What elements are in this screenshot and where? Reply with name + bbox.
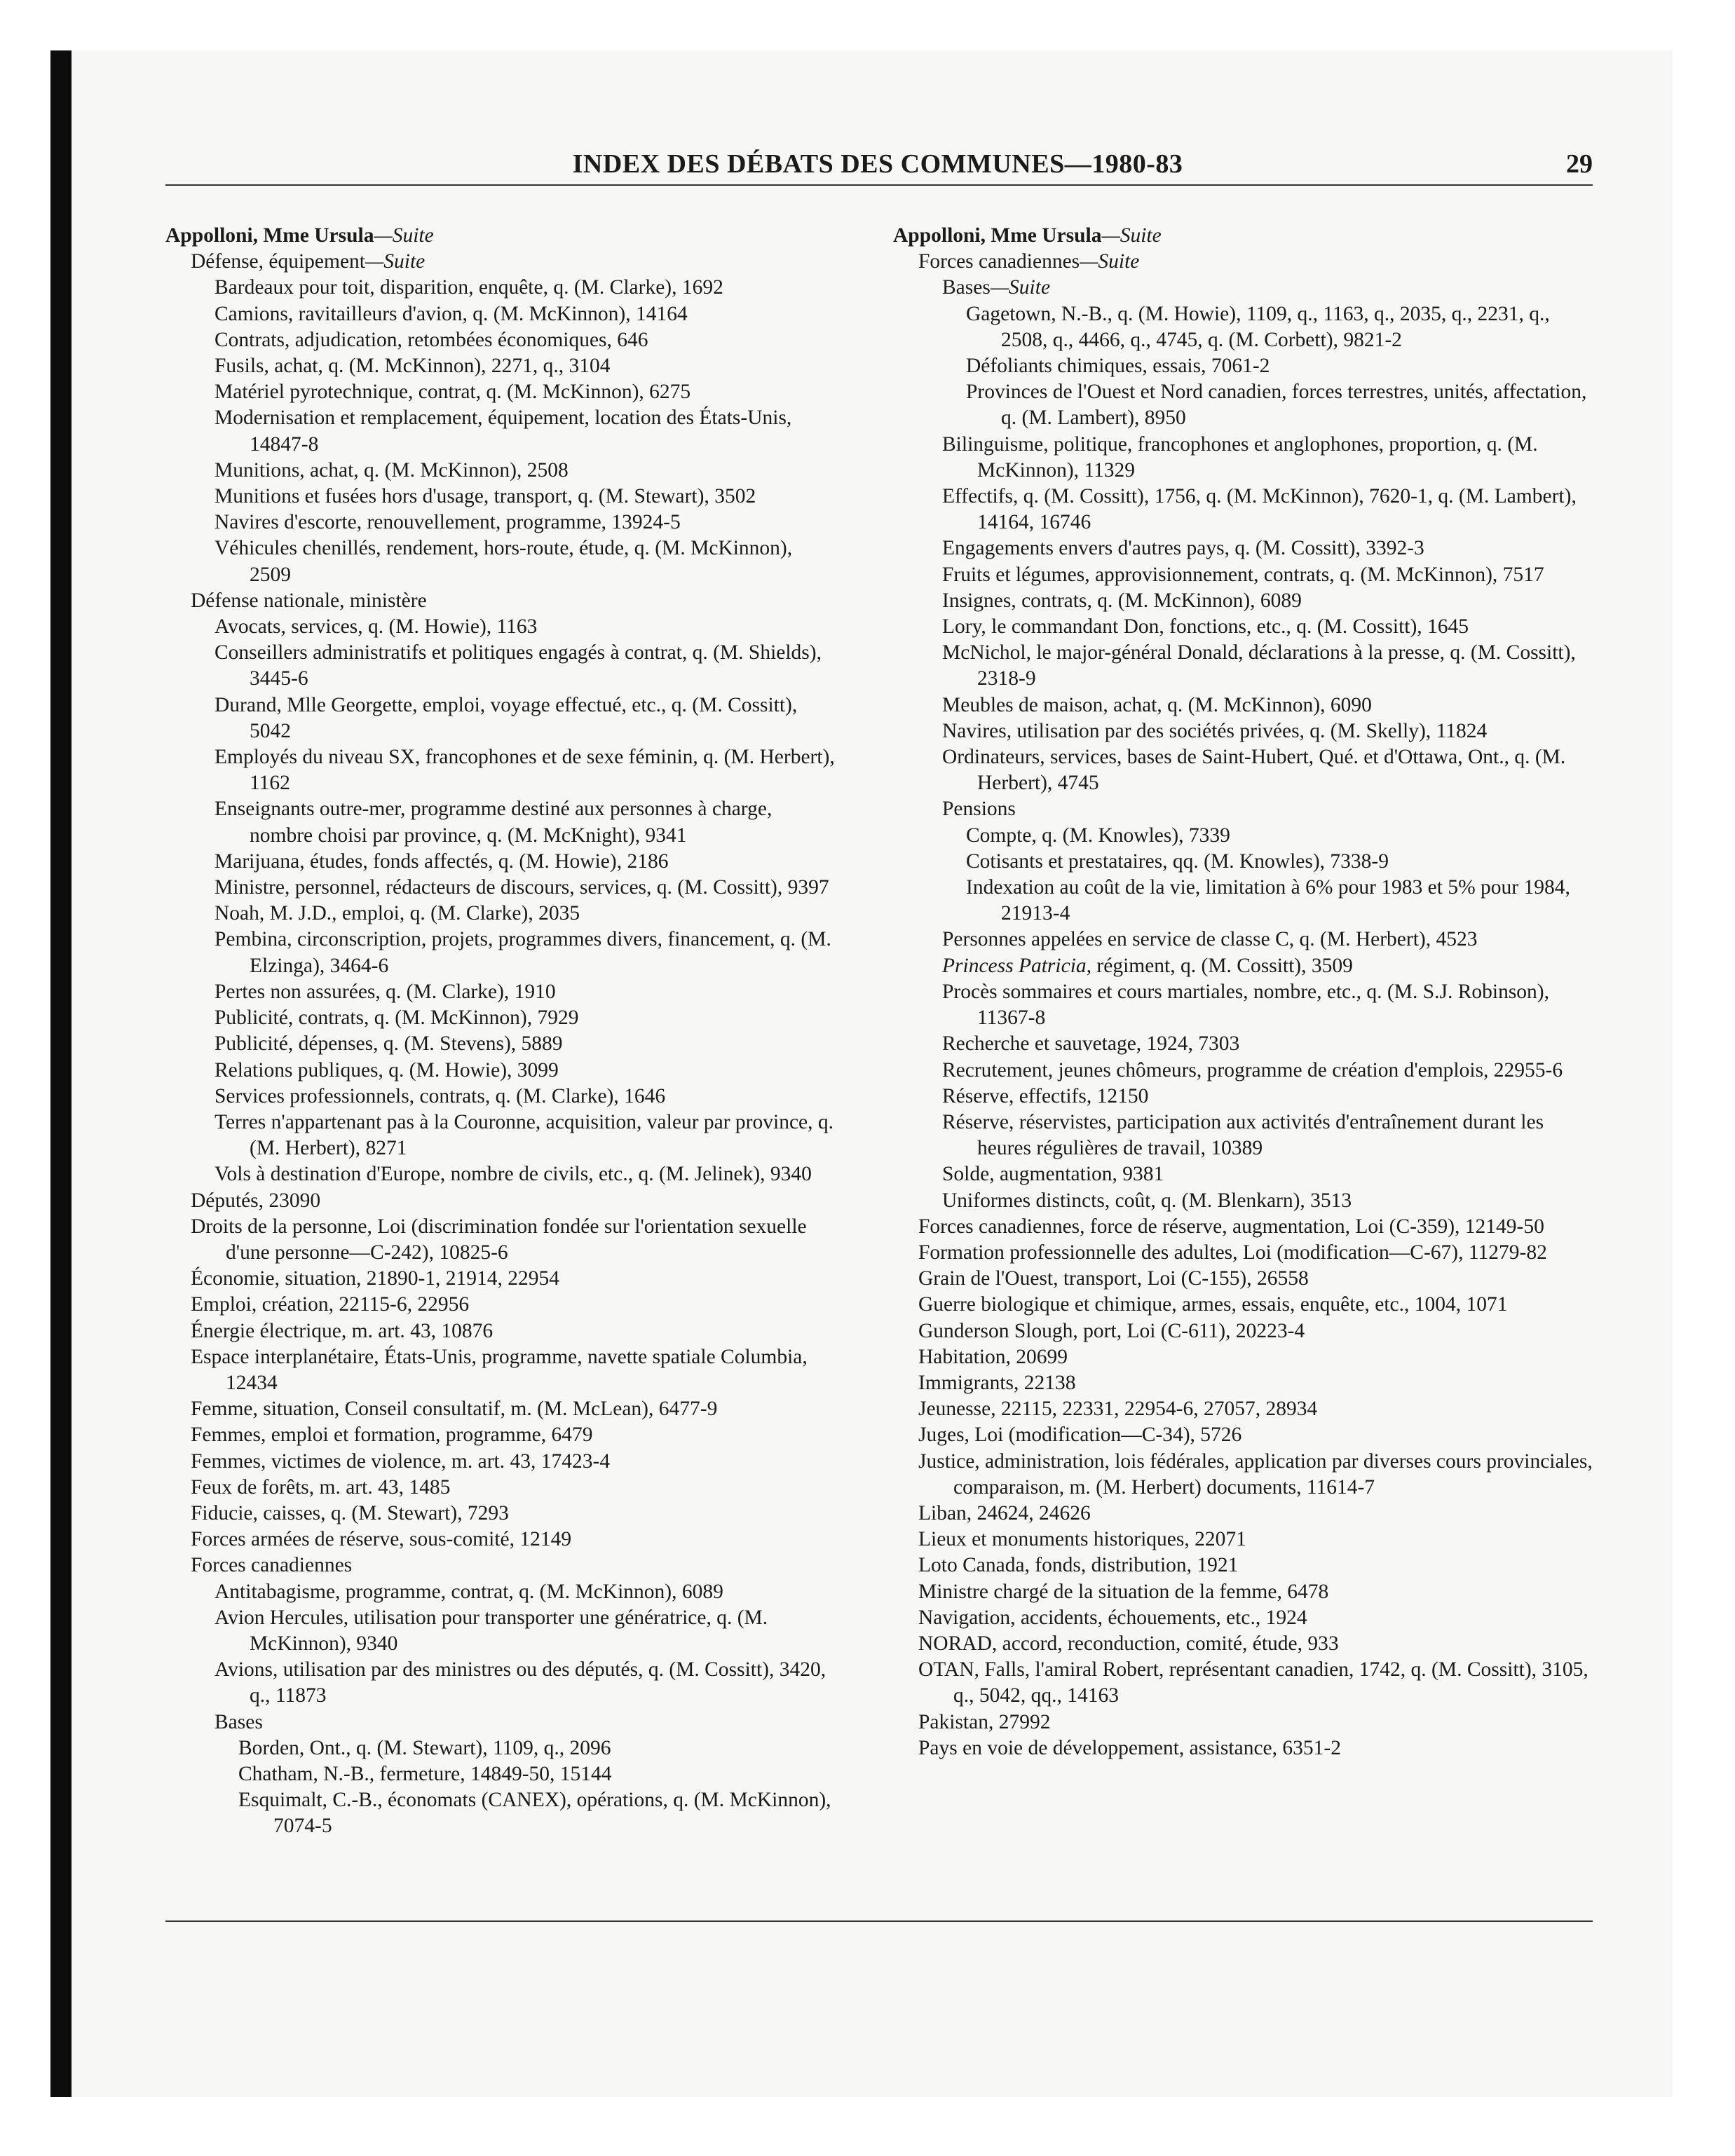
entry-text: Conseillers administratifs et politiques engagés à contrat, q. (M. Shields), 3445-6	[215, 641, 822, 690]
entry-text: Emploi, création, 22115-6, 22956	[191, 1293, 470, 1316]
entry-text: Compte, q. (M. Knowles), 7339	[966, 824, 1230, 847]
entry-text: Forces armées de réserve, sous-comité, 12149	[191, 1528, 572, 1551]
index-entry	[942, 588, 1594, 614]
index-entry	[918, 1344, 1594, 1370]
entry-text: Durand, Mlle Georgette, emploi, voyage effectué, etc., q. (M. Cossitt), 5042	[215, 693, 798, 742]
index-entry	[942, 744, 1594, 796]
entry-text: Défense nationale, ministère	[191, 589, 427, 612]
index-entry	[918, 1710, 1594, 1735]
index-entry	[942, 614, 1594, 640]
entry-text: Fruits et légumes, approvisionnement, contrats, q. (M. McKinnon), 7517	[942, 563, 1544, 586]
index-entry	[942, 432, 1594, 484]
index-entry	[966, 849, 1594, 875]
entry-text: Ordinateurs, services, bases de Saint-Hubert, Qué. et d'Ottawa, Ont., q. (M. Herbert), 4745	[942, 746, 1566, 795]
index-entry	[918, 1579, 1594, 1605]
index-entry	[215, 301, 838, 327]
entry-text: Justice, administration, lois fédérales, application par diverses cours provinciales, comparaison, m. (M. Herbert) documents, 11614-7	[918, 1449, 1593, 1499]
entry-text: Juges, Loi (modification—C-34), 5726	[918, 1424, 1242, 1447]
entry-text: Enseignants outre-mer, programme destiné aux personnes à charge, nombre choisi par province, q. (M. McKnight), 9341	[215, 798, 773, 847]
entry-text: Lory, le commandant Don, fonctions, etc., q. (M. Cossitt), 1645	[942, 615, 1469, 639]
index-entry	[942, 979, 1594, 1031]
entry-text: Navires d'escorte, renouvellement, programme, 13924-5	[215, 511, 681, 534]
index-entry	[191, 1318, 838, 1344]
entry-text: Loto Canada, fonds, distribution, 1921	[918, 1554, 1239, 1577]
entry-text: Économie, situation, 21890-1, 21914, 22954	[191, 1267, 560, 1290]
index-entry	[215, 849, 838, 875]
index-entry	[942, 1110, 1594, 1161]
index-entry	[966, 301, 1594, 353]
entry-continued-label: —Suite	[374, 224, 434, 247]
index-entry	[165, 223, 838, 249]
index-entry	[191, 1501, 838, 1527]
entry-text: Vols à destination d'Europe, nombre de civils, etc., q. (M. Jelinek), 9340	[215, 1163, 812, 1186]
index-entry	[918, 1292, 1594, 1318]
index-entry	[918, 1240, 1594, 1266]
index-entry	[918, 1449, 1594, 1501]
entry-text: Publicité, dépenses, q. (M. Stevens), 5889	[215, 1032, 563, 1056]
index-entry	[215, 614, 838, 640]
entry-text: Cotisants et prestataires, qq. (M. Knowles), 7338-9	[966, 850, 1389, 873]
entry-text: Navigation, accidents, échouements, etc., 1924	[918, 1606, 1307, 1629]
index-entry	[942, 1161, 1594, 1187]
index-entry	[918, 1422, 1594, 1448]
entry-text: Fiducie, caisses, q. (M. Stewart), 7293	[191, 1501, 509, 1524]
index-entry	[942, 927, 1594, 953]
index-entry	[215, 1605, 838, 1657]
index-entry	[215, 484, 838, 510]
index-entry	[238, 1761, 838, 1787]
index-entry	[191, 1449, 838, 1475]
index-entry	[191, 1188, 838, 1214]
entry-text: Énergie électrique, m. art. 43, 10876	[191, 1319, 494, 1342]
footer-rule	[165, 1920, 1593, 1922]
entry-text: Avions, utilisation par des ministres ou des députés, q. (M. Cossitt), 3420, q., 11873	[215, 1658, 826, 1707]
entry-text: Gagetown, N.-B., q. (M. Howie), 1109, q., 1163, q., 2035, q., 2231, q., 2508, q., 4466, q., 4745, q. (M. Corbett), 9821-2	[966, 302, 1550, 351]
entry-text: Forces canadiennes	[191, 1554, 353, 1577]
index-entry	[238, 1787, 838, 1839]
entry-text: Défoliants chimiques, essais, 7061-2	[966, 355, 1270, 378]
index-entry	[215, 535, 838, 587]
index-entry	[966, 353, 1594, 379]
entry-text: Bardeaux pour toit, disparition, enquête, q. (M. Clarke), 1692	[215, 276, 723, 299]
index-entry	[238, 1735, 838, 1761]
entry-text: Avion Hercules, utilisation pour transporter une génératrice, q. (M. McKinnon), 9340	[215, 1606, 768, 1655]
entry-text: Appolloni, Mme Ursula	[165, 224, 374, 247]
index-entry	[942, 1084, 1594, 1110]
index-entry	[215, 1161, 838, 1187]
scan-edge-shadow	[50, 50, 72, 2097]
index-entry	[191, 249, 838, 275]
index-entry	[191, 1422, 838, 1448]
entry-text: Réserve, réservistes, participation aux activités d'entraînement durant les heures régulières de travail, 10389	[942, 1110, 1544, 1160]
entry-continued-label: —Suite	[365, 250, 426, 273]
index-entry	[215, 1579, 838, 1605]
entry-text: Relations publiques, q. (M. Howie), 3099	[215, 1058, 559, 1082]
entry-text: Véhicules chenillés, rendement, hors-route, étude, q. (M. McKinnon), 2509	[215, 537, 793, 586]
index-entry	[191, 1214, 838, 1266]
entry-text: Députés, 23090	[191, 1189, 321, 1212]
index-column-left	[165, 223, 838, 1840]
index-entry	[918, 1266, 1594, 1292]
entry-text: Forces canadiennes, force de réserve, augmentation, Loi (C-359), 12149-50	[918, 1215, 1544, 1238]
entry-text: Modernisation et remplacement, équipement, location des États-Unis, 14847-8	[215, 407, 792, 456]
index-entry	[918, 1214, 1594, 1240]
entry-text: Procès sommaires et cours martiales, nombre, etc., q. (M. S.J. Robinson), 11367-8	[942, 980, 1550, 1030]
index-entry	[215, 692, 838, 744]
index-entry	[215, 1058, 838, 1084]
entry-text: Appolloni, Mme Ursula	[893, 224, 1102, 247]
index-entry	[918, 1527, 1594, 1553]
entry-text: Contrats, adjudication, retombées économiques, 646	[215, 328, 648, 351]
entry-continued-label: —Suite	[1101, 224, 1162, 247]
index-entry	[918, 1553, 1594, 1578]
entry-text: McNichol, le major-général Donald, déclarations à la presse, q. (M. Cossitt), 2318-9	[942, 641, 1576, 690]
entry-text: Guerre biologique et chimique, armes, essais, enquête, etc., 1004, 1071	[918, 1293, 1508, 1316]
entry-text: Ministre chargé de la situation de la femme, 6478	[918, 1580, 1329, 1603]
entry-text: Pembina, circonscription, projets, programmes divers, financement, q. (M. Elzinga), 3464-6	[215, 928, 831, 977]
entry-text: Engagements envers d'autres pays, q. (M. Cossitt), 3392-3	[942, 537, 1424, 560]
entry-text: régiment, q. (M. Cossitt), 3509	[1091, 954, 1353, 977]
entry-text: Terres n'appartenant pas à la Couronne, acquisition, valeur par province, q. (M. Herbert), 8271	[215, 1110, 834, 1160]
index-entry	[893, 223, 1594, 249]
entry-text: Employés du niveau SX, francophones et de sexe féminin, q. (M. Herbert), 1162	[215, 746, 835, 795]
entry-italic-term: Princess Patricia,	[942, 954, 1092, 977]
entry-text: Publicité, contrats, q. (M. McKinnon), 7929	[215, 1007, 579, 1030]
index-entry	[215, 379, 838, 405]
entry-text: Antitabagisme, programme, contrat, q. (M. McKinnon), 6089	[215, 1580, 723, 1603]
index-entry	[191, 1344, 838, 1396]
index-entry	[215, 327, 838, 353]
index-entry	[942, 484, 1594, 535]
entry-text: Services professionnels, contrats, q. (M. Clarke), 1646	[215, 1084, 666, 1107]
index-entry	[942, 535, 1594, 561]
entry-text: Lieux et monuments historiques, 22071	[918, 1528, 1246, 1551]
index-entry	[918, 1657, 1594, 1709]
index-entry	[215, 796, 838, 848]
entry-text: OTAN, Falls, l'amiral Robert, représentant canadien, 1742, q. (M. Cossitt), 3105, q., 5042, qq., 14163	[918, 1658, 1588, 1707]
index-entry	[918, 1396, 1594, 1422]
entry-text: Personnes appelées en service de classe C, q. (M. Herbert), 4523	[942, 928, 1478, 951]
index-entry	[942, 275, 1594, 301]
index-entry	[966, 379, 1594, 431]
entry-text: Matériel pyrotechnique, contrat, q. (M. McKinnon), 6275	[215, 381, 691, 404]
index-entry	[215, 1031, 838, 1057]
index-entry	[191, 588, 838, 614]
entry-text: Formation professionnelle des adultes, Loi (modification—C-67), 11279-82	[918, 1241, 1547, 1264]
entry-text: Camions, ravitailleurs d'avion, q. (M. McKinnon), 14164	[215, 302, 688, 325]
entry-text: Habitation, 20699	[918, 1345, 1068, 1368]
entry-text: Bases	[942, 276, 991, 299]
index-entry	[918, 1501, 1594, 1527]
index-entry	[942, 1058, 1594, 1084]
entry-continued-label: —Suite	[990, 276, 1051, 299]
index-entry	[215, 405, 838, 457]
entry-text: Pakistan, 27992	[918, 1710, 1051, 1733]
index-entry	[215, 510, 838, 535]
entry-text: Borden, Ont., q. (M. Stewart), 1109, q., 2096	[238, 1736, 611, 1759]
index-entry	[942, 640, 1594, 692]
index-entry	[191, 1292, 838, 1318]
running-title: INDEX DES DÉBATS DES COMMUNES—1980-83	[572, 149, 1183, 179]
entry-text: Munitions, achat, q. (M. McKinnon), 2508	[215, 458, 569, 482]
index-entry	[191, 1527, 838, 1553]
index-entry	[942, 796, 1594, 822]
index-entry	[215, 901, 838, 927]
index-entry	[942, 953, 1594, 979]
entry-text: Provinces de l'Ouest et Nord canadien, forces terrestres, unités, affectation, q. (M. Lambert), 8950	[966, 381, 1587, 430]
index-entry	[215, 640, 838, 692]
entry-text: Femme, situation, Conseil consultatif, m. (M. McLean), 6477-9	[191, 1398, 718, 1421]
entry-text: Feux de forêts, m. art. 43, 1485	[191, 1475, 451, 1499]
entry-text: Immigrants, 22138	[918, 1371, 1076, 1394]
entry-text: Jeunesse, 22115, 22331, 22954-6, 27057, 28934	[918, 1398, 1318, 1421]
index-entry	[215, 875, 838, 901]
entry-text: Pertes non assurées, q. (M. Clarke), 1910	[215, 980, 556, 1003]
index-entry	[918, 1370, 1594, 1396]
page-number: 29	[1566, 149, 1593, 179]
index-entry	[215, 353, 838, 379]
index-entry	[215, 1084, 838, 1110]
entry-text: Recrutement, jeunes chômeurs, programme de création d'emplois, 22955-6	[942, 1058, 1563, 1082]
index-entry	[215, 458, 838, 484]
index-column-right	[893, 223, 1594, 1761]
entry-text: Indexation au coût de la vie, limitation à 6% pour 1983 et 5% pour 1984, 21913-4	[966, 876, 1570, 925]
entry-text: Effectifs, q. (M. Cossitt), 1756, q. (M. McKinnon), 7620-1, q. (M. Lambert), 14164, 16746	[942, 485, 1577, 534]
index-entry	[215, 1657, 838, 1709]
entry-text: Forces canadiennes	[918, 250, 1080, 273]
index-entry	[942, 718, 1594, 744]
index-entry	[918, 1631, 1594, 1657]
entry-text: Défense, équipement	[191, 250, 366, 273]
entry-text: Solde, augmentation, 9381	[942, 1163, 1164, 1186]
index-entry	[942, 692, 1594, 718]
header-rule	[165, 184, 1593, 186]
index-entry	[215, 744, 838, 796]
index-entry	[191, 1475, 838, 1501]
entry-text: Noah, M. J.D., emploi, q. (M. Clarke), 2035	[215, 902, 580, 925]
index-entry	[191, 1553, 838, 1578]
index-entry	[918, 1735, 1594, 1761]
index-entry	[191, 1396, 838, 1422]
entry-text: NORAD, accord, reconduction, comité, étude, 933	[918, 1632, 1339, 1655]
index-entry	[966, 875, 1594, 927]
entry-text: Liban, 24624, 24626	[918, 1501, 1091, 1524]
entry-text: Fusils, achat, q. (M. McKinnon), 2271, q., 3104	[215, 355, 611, 378]
entry-text: Ministre, personnel, rédacteurs de discours, services, q. (M. Cossitt), 9397	[215, 876, 829, 899]
index-entry	[215, 927, 838, 978]
entry-text: Marijuana, études, fonds affectés, q. (M. Howie), 2186	[215, 850, 669, 873]
index-entry	[918, 1318, 1594, 1344]
entry-text: Femmes, emploi et formation, programme, 6479	[191, 1424, 593, 1447]
entry-text: Navires, utilisation par des sociétés privées, q. (M. Skelly), 11824	[942, 719, 1488, 742]
index-entry	[966, 823, 1594, 849]
entry-text: Recherche et sauvetage, 1924, 7303	[942, 1032, 1240, 1056]
index-entry	[215, 979, 838, 1005]
index-entry	[215, 1110, 838, 1161]
index-entry	[918, 249, 1594, 275]
entry-continued-label: —Suite	[1080, 250, 1140, 273]
entry-text: Meubles de maison, achat, q. (M. McKinnon), 6090	[942, 693, 1372, 716]
entry-text: Bilinguisme, politique, francophones et anglophones, proportion, q. (M. McKinnon), 11329	[942, 432, 1538, 482]
entry-text: Chatham, N.-B., fermeture, 14849-50, 15144	[238, 1762, 612, 1785]
entry-text: Femmes, victimes de violence, m. art. 43, 17423-4	[191, 1449, 611, 1473]
entry-text: Pays en voie de développement, assistance, 6351-2	[918, 1736, 1341, 1759]
index-entry	[215, 1710, 838, 1735]
entry-text: Uniformes distincts, coût, q. (M. Blenkarn), 3513	[942, 1189, 1352, 1212]
entry-text: Droits de la personne, Loi (discrimination fondée sur l'orientation sexuelle d'une personne—C-242), 10825-6	[191, 1215, 807, 1264]
entry-text: Esquimalt, C.-B., économats (CANEX), opérations, q. (M. McKinnon), 7074-5	[238, 1789, 831, 1838]
index-entry	[918, 1605, 1594, 1631]
entry-text: Pensions	[942, 798, 1016, 821]
index-entry	[215, 275, 838, 301]
index-entry	[942, 562, 1594, 588]
entry-text: Insignes, contrats, q. (M. McKinnon), 6089	[942, 589, 1302, 612]
entry-text: Grain de l'Ouest, transport, Loi (C-155), 26558	[918, 1267, 1309, 1290]
index-entry	[942, 1031, 1594, 1057]
entry-text: Réserve, effectifs, 12150	[942, 1084, 1149, 1107]
index-entry	[191, 1266, 838, 1292]
entry-text: Avocats, services, q. (M. Howie), 1163	[215, 615, 538, 639]
index-entry	[942, 1188, 1594, 1214]
entry-text: Bases	[215, 1710, 263, 1733]
entry-text: Gunderson Slough, port, Loi (C-611), 20223-4	[918, 1319, 1305, 1342]
entry-text: Munitions et fusées hors d'usage, transport, q. (M. Stewart), 3502	[215, 485, 756, 508]
entry-text: Espace interplanétaire, États-Unis, programme, navette spatiale Columbia, 12434	[191, 1345, 808, 1394]
index-entry	[215, 1005, 838, 1031]
